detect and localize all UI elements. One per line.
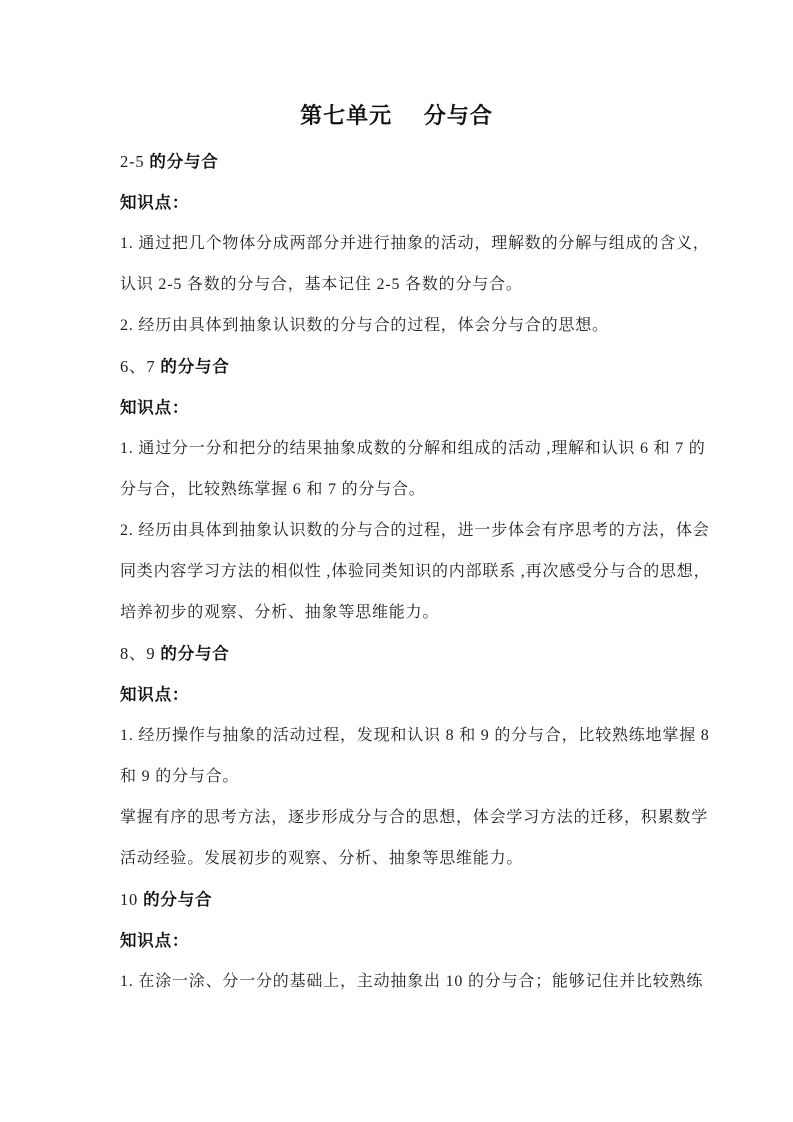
text-line: 1. 在涂一涂、分一分的基础上，主动抽象出 10 的分与合；能够记住并比较熟练 bbox=[120, 973, 704, 990]
section-heading-8-9 bbox=[120, 644, 680, 685]
section-heading-text: 的分与合 bbox=[149, 152, 219, 171]
section-heading-number: 8、9 bbox=[120, 644, 156, 663]
section-heading-2-5 bbox=[120, 152, 680, 193]
text-line: 培养初步的观察、分析、抽象等思维能力。 bbox=[120, 604, 440, 621]
knowledge-point-label: 知识点： bbox=[120, 398, 190, 417]
text-line: 1. 经历操作与抽象的活动过程，发现和认识 8 和 9 的分与合，比较熟练地掌握 8 bbox=[120, 727, 710, 744]
section-heading-number: 10 bbox=[120, 890, 139, 909]
section-heading-text: 的分与合 bbox=[160, 357, 230, 376]
text-line: 同类内容学习方法的相似性 ,体验同类知识的内部联系 ,再次感受分与合的思想， bbox=[120, 563, 711, 580]
section-heading-6-7 bbox=[120, 357, 680, 398]
text-line: 1. 通过把几个物体分成两部分并进行抽象的活动，理解数的分解与组成的含义， bbox=[120, 235, 710, 252]
text-line: 和 9 的分与合。 bbox=[120, 768, 240, 785]
document-body bbox=[120, 152, 711, 1013]
text-line: 2. 经历由具体到抽象认识数的分与合的过程，进一步体会有序思考的方法，体会 bbox=[120, 522, 710, 539]
text-line: 活动经验。发展初步的观察、分析、抽象等思维能力。 bbox=[120, 850, 524, 867]
knowledge-point-label: 知识点： bbox=[120, 685, 190, 704]
knowledge-point-label: 知识点： bbox=[120, 193, 190, 212]
text-line: 认识 2-5 各数的分与合，基本记住 2-5 各数的分与合。 bbox=[120, 276, 523, 293]
section-heading-number: 6、7 bbox=[120, 357, 156, 376]
section-heading-number: 2-5 bbox=[120, 152, 145, 171]
section-heading-text: 的分与合 bbox=[160, 644, 230, 663]
text-line: 分与合，比较熟练掌握 6 和 7 的分与合。 bbox=[120, 481, 426, 498]
section-heading-text: 的分与合 bbox=[143, 890, 213, 909]
text-line: 掌握有序的思考方法，逐步形成分与合的思想，体会学习方法的迁移，积累数学 bbox=[120, 809, 709, 826]
unit-title: 第七单元 分与合 bbox=[300, 104, 493, 129]
text-line: 1. 通过分一分和把分的结果抽象成数的分解和组成的活动 ,理解和认识 6 和 7 的 bbox=[120, 440, 706, 457]
knowledge-point-label: 知识点： bbox=[120, 931, 190, 950]
section-heading-10 bbox=[120, 890, 680, 931]
text-line: 2. 经历由具体到抽象认识数的分与合的过程，体会分与合的思想。 bbox=[120, 317, 609, 334]
